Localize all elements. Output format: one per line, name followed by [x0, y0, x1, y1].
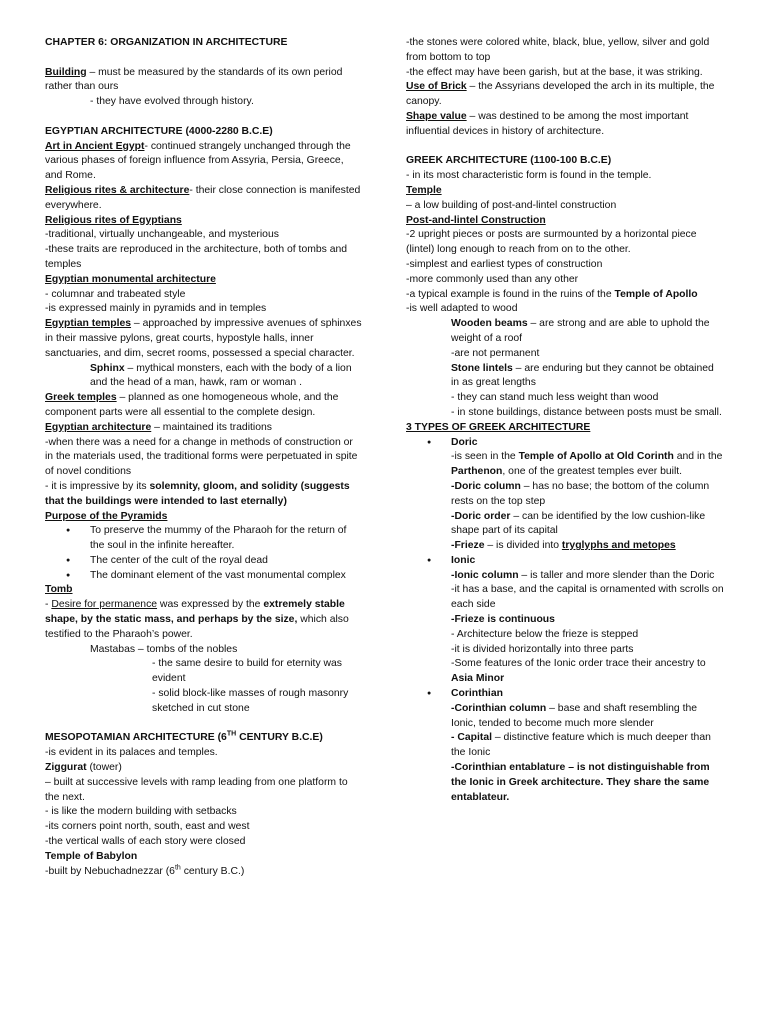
egypt-mon-term: Egyptian monumental architecture	[45, 273, 216, 285]
egypt-pyr-term: Purpose of the Pyramids	[45, 510, 168, 522]
greek-pl-4: -a typical example is found in the ruins of the Temple of Apollo	[406, 288, 698, 300]
list-item-ionic	[451, 554, 724, 687]
meso-z2: - is like the modern building with setbacks	[45, 806, 237, 818]
meso-stones: -the stones were colored white, black, blue, yellow, silver and gold from bottom to top	[406, 37, 710, 63]
egypt-rites-1: -traditional, virtually unchangeable, and mysterious	[45, 229, 279, 241]
chapter-title: CHAPTER 6: ORGANIZATION IN ARCHITECTURE	[45, 37, 288, 48]
egypt-art: Art in Ancient Egypt- continued strangely unchanged through the various phases of foreign influence from Assyria, Persia, Greece, and Rome.	[45, 140, 351, 182]
doric-l1: -is seen in the Temple of Apollo at Old Corinth and in the Parthenon, one of the greatest temples ever built.	[451, 451, 723, 478]
egypt-mastabas: Mastabas – tombs of the nobles	[90, 643, 238, 655]
list-item-corinthian	[451, 687, 724, 805]
greek-temple-term: Temple	[406, 184, 442, 196]
ionic-l4: - Architecture below the frieze is stepped	[451, 628, 639, 640]
egypt-arch-1: -when there was a need for a change in methods of construction or in the materials used, the traditional forms were perpetuated in spite of novel conditions	[45, 436, 358, 478]
right-column	[406, 36, 724, 805]
meso-z4: -the vertical walls of each story were closed	[45, 836, 246, 848]
ionic-l1: -Ionic column – is taller and more slender than the Doric	[451, 569, 715, 581]
greek-types-list	[406, 436, 724, 806]
corinthian-l2: - Capital – distinctive feature which is much deeper than the Ionic	[451, 732, 711, 759]
greek-temple-def: – a low building of post-and-lintel construction	[406, 199, 617, 211]
meso-line1: -is evident in its palaces and temples.	[45, 747, 218, 759]
egypt-arch: Egyptian architecture – maintained its traditions	[45, 421, 272, 433]
meso-heading: MESOPOTAMIAN ARCHITECTURE (6TH CENTURY B.C.E)	[45, 730, 323, 744]
meso-babylon-term: Temple of Babylon	[45, 850, 138, 862]
ionic-l5: -it is divided horizontally into three parts	[451, 643, 634, 655]
egypt-rel: Religious rites & architecture- their close connection is manifested everywhere.	[45, 184, 361, 211]
greek-stone: Stone lintels – are enduring but they cannot be obtained in as great lengths	[451, 362, 714, 389]
doric-name: ● Doric	[451, 436, 478, 448]
egypt-sphinx: Sphinx – mythical monsters, each with the body of a lion and the head of a man, hawk, ram or woman .	[90, 362, 352, 389]
meso-babylon: -built by Nebuchadnezzar (6th century B.C.)	[45, 864, 245, 877]
egypt-rites-term: Religious rites of Egyptians	[45, 214, 182, 226]
egypt-rites-2: -these traits are reproduced in the architecture, both of tombs and temples	[45, 244, 348, 270]
pyramid-purpose-list	[45, 524, 363, 583]
list-item: ● The center of the cult of the royal dead	[90, 554, 363, 569]
ionic-l2: -it has a base, and the capital is ornamented with scrolls on each side	[451, 584, 724, 611]
list-item: ● To preserve the mummy of the Pharaoh for the return of the soul in the infinite hereafter.	[90, 524, 363, 554]
egypt-temples: Egyptian temples – approached by impressive avenues of sphinxes in their massive pylons, great courts, hypostyle halls, inner sanctuaries, and dim, secret rooms, possessed a special character.	[45, 318, 362, 359]
building-def: Building – must be measured by the standards of its own period rather than ours	[45, 66, 343, 93]
corinthian-l3: -Corinthian entablature – is not distinguishable from the Ionic in Greek architecture. They share the same entablateur.	[451, 762, 710, 803]
ionic-name: ● Ionic	[451, 554, 476, 566]
building-sub: - they have evolved through history.	[90, 96, 254, 108]
greek-pl-3: -more commonly used than any other	[406, 273, 579, 285]
greek-pl-5: -is well adapted to wood	[406, 303, 518, 315]
greek-heading: GREEK ARCHITECTURE (1100-100 B.C.E)	[406, 155, 612, 167]
doric-l3: -Doric order – can be identified by the low cushion-like shape part of its capital	[451, 510, 706, 537]
egypt-heading: EGYPTIAN ARCHITECTURE (4000-2280 B.C.E)	[45, 125, 273, 137]
meso-shape: Shape value – was destined to be among the most important influential devices in history of architecture.	[406, 110, 689, 137]
greek-line1: - in its most characteristic form is found in the temple.	[406, 170, 652, 182]
left-column	[45, 36, 363, 879]
egypt-tomb: - Desire for permanence was expressed by the extremely stable shape, by the static mass, and perhaps by the size, which also testified to the Pharaoh’s power.	[45, 599, 349, 640]
egypt-arch-2: - it is impressive by its solemnity, gloom, and solidity (suggests that the buildings were intended to last eternally)	[45, 480, 350, 507]
ionic-l6: -Some features of the Ionic order trace their ancestry to Asia Minor	[451, 658, 706, 685]
egypt-mon-2: -is expressed mainly in pyramids and in temples	[45, 303, 267, 315]
corinthian-name: ● Corinthian	[451, 688, 503, 700]
greek-pl-2: -simplest and earliest types of construction	[406, 258, 603, 270]
egypt-mastabas-1: - the same desire to build for eternity was evident	[152, 658, 343, 685]
egypt-tomb-term: Tomb	[45, 584, 73, 596]
meso-effect: -the effect may have been garish, but at the base, it was striking.	[406, 66, 703, 78]
list-item-doric	[451, 436, 724, 554]
meso-ziggurat: Ziggurat (tower)	[45, 762, 122, 774]
list-item: ● The dominant element of the vast monumental complex	[90, 569, 363, 584]
greek-stone-2: - in stone buildings, distance between posts must be small.	[451, 406, 722, 418]
meso-z3: -its corners point north, south, east and west	[45, 821, 250, 833]
meso-z1: – built at successive levels with ramp leading from one platform to the next.	[45, 776, 348, 803]
greek-types-heading: 3 TYPES OF GREEK ARCHITECTURE	[406, 421, 591, 433]
egypt-greek-temples: Greek temples – planned as one homogeneous whole, and the component parts were all essential to the complete design.	[45, 392, 339, 418]
greek-stone-1: - they can stand much less weight than wood	[451, 392, 659, 404]
greek-wood-1: -are not permanent	[451, 347, 540, 359]
egypt-mon-1: - columnar and trabeated style	[45, 288, 186, 300]
meso-brick: Use of Brick – the Assyrians developed the arch in its multiple, the canopy.	[406, 81, 715, 108]
egypt-mastabas-2: - solid block-like masses of rough masonry sketched in cut stone	[152, 688, 349, 714]
ionic-l3: -Frieze is continuous	[451, 614, 555, 626]
corinthian-l1: -Corinthian column – base and shaft resembling the Ionic, tended to become much more slender	[451, 702, 698, 729]
greek-pl-1: -2 upright pieces or posts are surmounted by a horizontal piece (lintel) long enough to reach from on to the other.	[406, 229, 697, 256]
greek-pl-term: Post-and-lintel Construction	[406, 214, 546, 226]
greek-wood: Wooden beams – are strong and are able to uphold the weight of a roof	[451, 318, 710, 344]
doric-l4: -Frieze – is divided into tryglyphs and metopes	[451, 540, 676, 552]
doric-l2: -Doric column – has no base; the bottom of the column rests on the top step	[451, 480, 710, 507]
